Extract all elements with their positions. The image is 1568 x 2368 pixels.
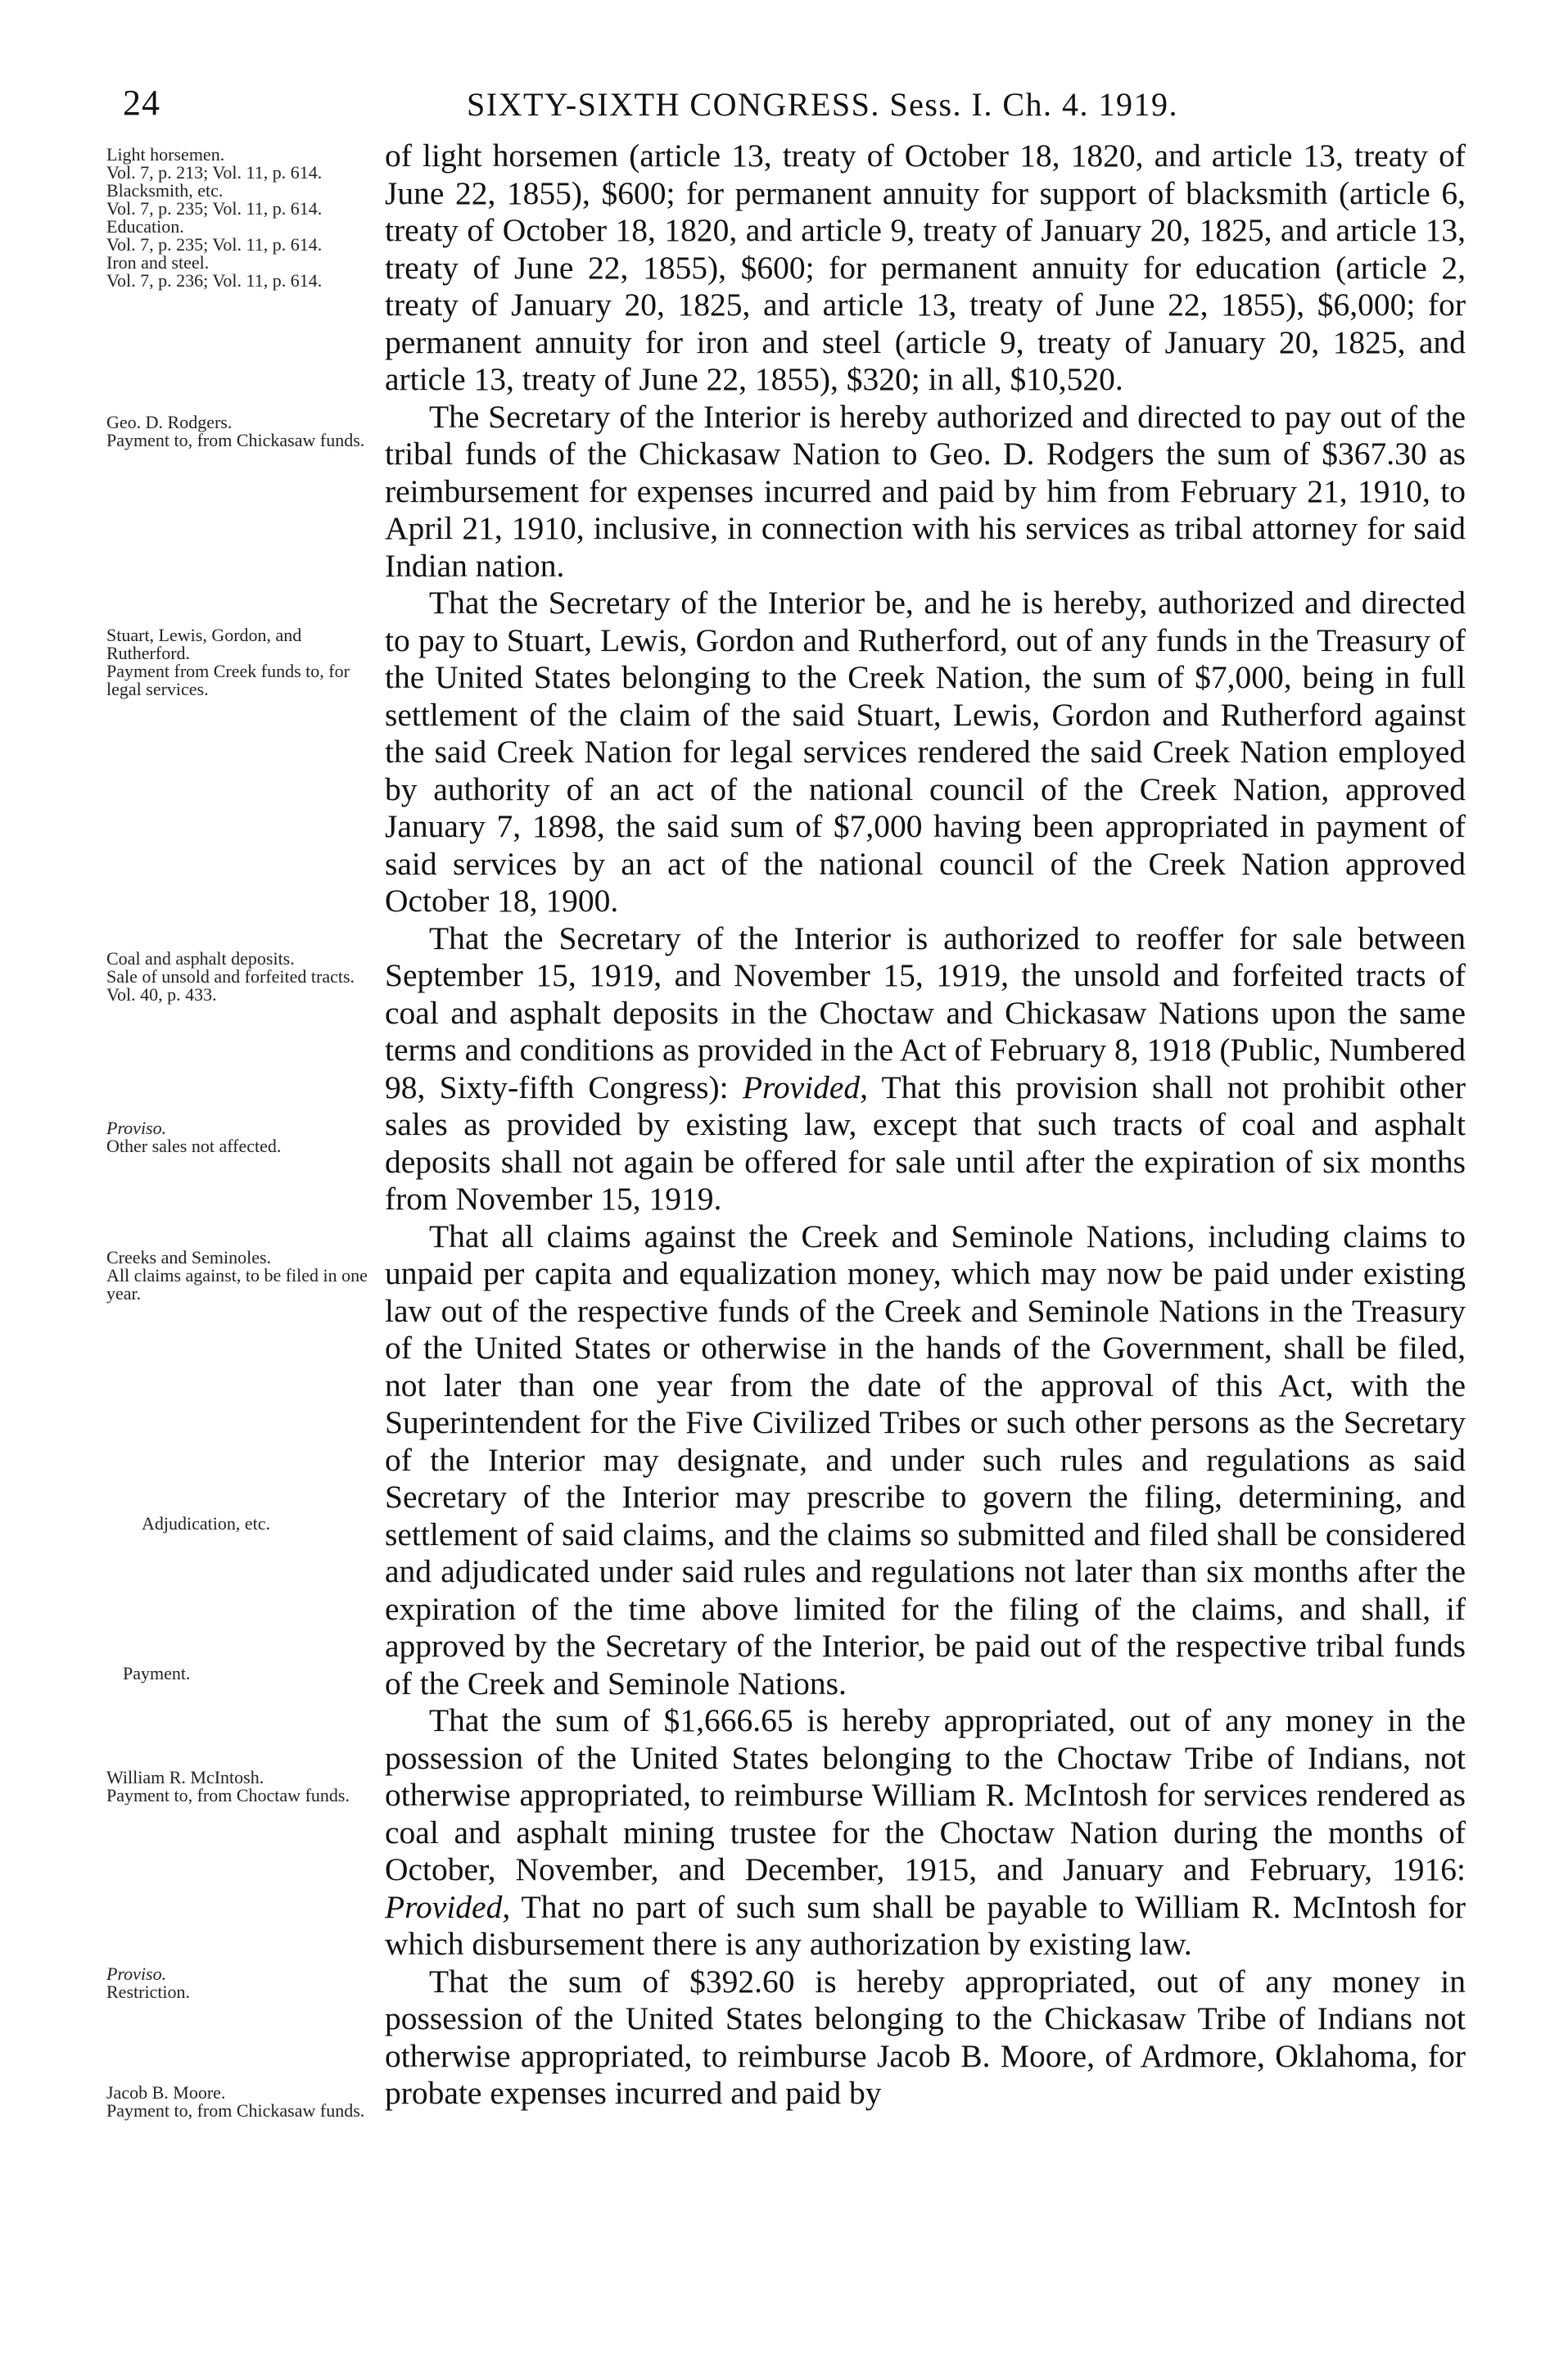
paragraph-light-horsemen: of light horsemen (article 13, treaty of October 18, 1820, and article 13, treaty of June 22, 1855), $600; for permanent annuity for support of blacksmith (article 6, treaty of October 18, 1820, and article 9, treaty of January 20, 1825, and article 13, treaty of June 22, 1855), $600; for permanent annuity for education (article 2, treaty of January 20, 1825, and article 13, treaty of June 22, 1855), $6,000; for permanent annuity for iron and steel (article 9, treaty of January 20, 1825, and article 13, treaty of June 22, 1855), $320; in all, $10,520. [385, 138, 1466, 397]
margin-note-mcintosh: William R. McIntosh. Payment to, from Choctaw funds. [106, 1767, 350, 1805]
paragraph-rodgers: The Secretary of the Interior is hereby authorized and directed to pay out of the tribal funds of the Chickasaw Nation to Geo. D. Rodgers the sum of $367.30 as reimbursement for expenses incurred and paid by him from February 21, 1910, to April 21, 1910, inclusive, in connection with his services as tribal attorney for said Indian nation. [385, 398, 1466, 584]
margin-note-light-horsemen: Light horsemen. Vol. 7, p. 213; Vol. 11, p. 614. Blacksmith, etc. Vol. 7, p. 235; Vol. 11, p. 614. Education. Vol. 7, p. 235; Vol. 11, p. 614. Iron and steel. Vol. 7, p. 236; Vol. 11, p. 614. [106, 144, 323, 291]
margin-note-rodgers: Geo. D. Rodgers. Payment to, from Chickasaw funds. [106, 412, 365, 450]
margin-note-creeks: Creeks and Seminoles. All claims against, to be filed in one year. [106, 1247, 368, 1304]
margin-note-proviso-other-sales: Proviso. Other sales not affected. [106, 1118, 282, 1156]
page-title: SIXTY-SIXTH CONGRESS. Sess. I. Ch. 4. 1919. [467, 86, 1179, 123]
margin-note-adjudication: Adjudication, etc. [141, 1513, 270, 1534]
margin-note-payment: Payment. [123, 1663, 191, 1683]
page-number: 24 [123, 83, 160, 123]
paragraph-mcintosh: That the sum of $1,666.65 is hereby appropriated, out of any money in the possession of the United States belonging to the Choctaw Tribe of Indians, not otherwise appropriated, to reimburse William R. McIntosh for services rendered as coal and asphalt mining trustee for the Choctaw Nation during the months of October, November, and December, 1915, and January and February, 1916: Provided, That no part of such sum shall be payable to William R. McIntosh for which disbursement there is any authorization by existing law. [385, 1702, 1466, 1962]
main-text [385, 138, 1466, 2113]
paragraph-coal-asphalt: That the Secretary of the Interior is authorized to reoffer for sale between September 15, 1919, and November 15, 1919, the unsold and forfeited tracts of coal and asphalt deposits in the Choctaw and Chickasaw Nations upon the same terms and conditions as provided in the Act of February 8, 1918 (Public, Numbered 98, Sixty-fifth Congress): Provided, That this provision shall not prohibit other sales as provided by existing law, except that such tracts of coal and asphalt deposits shall not again be offered for sale until after the expiration of six months from November 15, 1919. [385, 920, 1466, 1217]
running-header [123, 82, 1466, 131]
margin-note-coal: Coal and asphalt deposits. Sale of unsold and forfeited tracts. Vol. 40, p. 433. [106, 948, 355, 1005]
margin-note-stuart: Stuart, Lewis, Gordon, and Rutherford. Payment from Creek funds to, for legal services. [106, 625, 350, 699]
paragraph-moore: That the sum of $392.60 is hereby appropriated, out of any money in possession of the United States belonging to the Chickasaw Tribe of Indians not otherwise appropriated, to reimburse Jacob B. Moore, of Ardmore, Oklahoma, for probate expenses incurred and paid by [385, 1963, 1466, 2111]
paragraph-stuart-lewis: That the Secretary of the Interior be, and he is hereby, authorized and directed to pay to Stuart, Lewis, Gordon and Rutherford, out of any funds in the Treasury of the United States belonging to the Creek Nation, the sum of $7,000, being in full settlement of the claim of the said Stuart, Lewis, Gordon and Rutherford against the said Creek Nation for legal services rendered the said Creek Nation employed by authority of an act of the national council of the Creek Nation, approved January 7, 1898, the said sum of $7,000 having been appropriated in payment of said services by an act of the national council of the Creek Nation approved October 18, 1900. [385, 585, 1466, 919]
margin-note-moore: Jacob B. Moore. Payment to, from Chickasaw funds. [106, 2082, 365, 2121]
margin-note-proviso-restriction: Proviso. Restriction. [106, 1964, 191, 2002]
paragraph-creek-seminole: That all claims against the Creek and Seminole Nations, including claims to unpaid per capita and equalization money, which may now be paid under existing law out of the respective funds of the Creek and Seminole Nations in the Treasury of the United States or otherwise in the hands of the Government, shall be filed, not later than one year from the date of the approval of this Act, with the Superintendent for the Five Civilized Tribes or such other persons as the Secretary of the Interior may designate, and under such rules and regulations as said Secretary of the Interior may prescribe to govern the filing, determining, and settlement of said claims, and the claims so submitted and filed shall be considered and adjudicated under said rules and regulations not later than six months after the expiration of the time above limited for the filing of the claims, and shall, if approved by the Secretary of the Interior, be paid out of the respective tribal funds of the Creek and Seminole Nations. [385, 1218, 1466, 1701]
